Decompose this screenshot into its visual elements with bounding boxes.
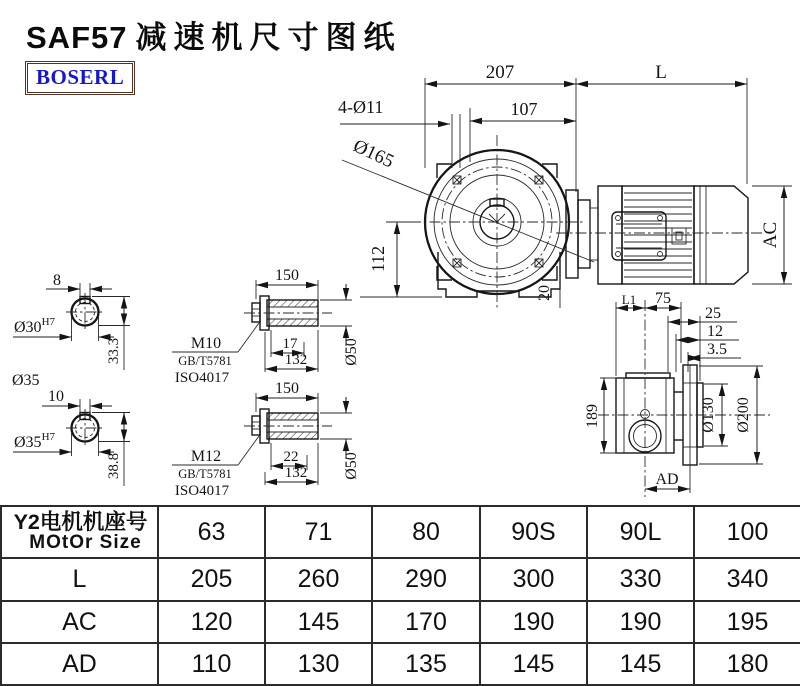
bore-2-label: $Ø35^{H7}$ bbox=[14, 431, 56, 451]
cell: 170 bbox=[372, 601, 480, 643]
shaft-section-1 bbox=[13, 272, 130, 370]
key-width-2-label: 10 bbox=[48, 388, 64, 405]
dim-25-label: 25 bbox=[705, 305, 721, 322]
shaft1-std2-label: ISO4017 bbox=[174, 370, 230, 386]
cell: 340 bbox=[694, 558, 800, 601]
dimension-table bbox=[0, 505, 800, 686]
dim-107-label: 107 bbox=[510, 99, 538, 119]
bore-1-label: $Ø30^{H7}$ bbox=[14, 316, 56, 336]
dim-200-label: Ø200 bbox=[735, 397, 752, 433]
col-71: 71 bbox=[265, 506, 372, 558]
col-90L: 90L bbox=[587, 506, 694, 558]
shaft2-inner-len-label: 132 bbox=[284, 465, 308, 481]
shaft-section-2 bbox=[13, 388, 130, 486]
cell: 110 bbox=[158, 643, 265, 685]
key-depth-1-label: 33.3 bbox=[106, 337, 122, 365]
shaft1-std1-label: GB/T5781 bbox=[178, 354, 232, 368]
shaft-side-view-2 bbox=[172, 380, 360, 499]
table-row bbox=[1, 643, 800, 685]
header-en: MOtOr Size bbox=[29, 532, 142, 554]
cell: 145 bbox=[587, 643, 694, 685]
cell: 300 bbox=[480, 558, 587, 601]
header-motor-size bbox=[1, 506, 158, 558]
front-view bbox=[410, 135, 598, 309]
shaft1-length-label: 150 bbox=[275, 267, 299, 284]
shaft2-std1-label: GB/T5781 bbox=[178, 467, 232, 481]
model-code: SAF57 bbox=[26, 20, 128, 55]
cell: 120 bbox=[158, 601, 265, 643]
cell: 190 bbox=[480, 601, 587, 643]
shaft1-inner-len-label: 132 bbox=[284, 352, 308, 368]
brand-logo-text: BOSERL bbox=[36, 65, 125, 89]
table-row bbox=[1, 558, 800, 601]
cell: 190 bbox=[587, 601, 694, 643]
shaft2-std2-label: ISO4017 bbox=[174, 483, 230, 499]
cell: 180 bbox=[694, 643, 800, 685]
cell: 145 bbox=[480, 643, 587, 685]
cell: 195 bbox=[694, 601, 800, 643]
row-label-AC: AC bbox=[1, 601, 158, 643]
shaft1-od-label: Ø50 bbox=[343, 338, 360, 366]
dim-130-label: Ø130 bbox=[700, 397, 717, 433]
shaft2-od-label: Ø50 bbox=[343, 452, 360, 480]
dim-L-label: L bbox=[655, 62, 667, 83]
dim-AD-label: AD bbox=[655, 471, 679, 488]
table-header-row bbox=[1, 506, 800, 558]
dim-L1-label: L1 bbox=[621, 292, 637, 307]
table-row bbox=[1, 601, 800, 643]
col-100: 100 bbox=[694, 506, 800, 558]
shaft2-length-label: 150 bbox=[275, 380, 299, 397]
dim-112-label: 112 bbox=[368, 245, 388, 273]
key-depth-2-label: 38.8 bbox=[106, 452, 122, 480]
cell: 290 bbox=[372, 558, 480, 601]
shaft2-thread-len-label: 22 bbox=[283, 449, 299, 465]
bolt-circle-label: Ø165 bbox=[349, 135, 398, 173]
key-width-1-label: 8 bbox=[53, 272, 61, 289]
shaft1-thread-label: M10 bbox=[190, 335, 222, 352]
row-label-L: L bbox=[1, 558, 158, 601]
dim-3p5-label: 3.5 bbox=[707, 341, 727, 358]
cell: 135 bbox=[372, 643, 480, 685]
dim-207-label: 207 bbox=[485, 62, 515, 83]
front-view-dimensions bbox=[338, 62, 792, 301]
cell: 260 bbox=[265, 558, 372, 601]
cell: 145 bbox=[265, 601, 372, 643]
cell: 205 bbox=[158, 558, 265, 601]
shaft-od-label: Ø35 bbox=[12, 372, 40, 389]
cell: 330 bbox=[587, 558, 694, 601]
header-cn: Y2电机机座号 bbox=[13, 509, 148, 534]
shaft1-thread-len-label: 17 bbox=[282, 336, 298, 352]
dim-12-label: 12 bbox=[707, 323, 723, 340]
col-63: 63 bbox=[158, 506, 265, 558]
dim-75-label: 75 bbox=[655, 290, 671, 307]
shaft2-thread-label: M12 bbox=[190, 448, 222, 465]
row-label-AD: AD bbox=[1, 643, 158, 685]
partial-dia-label: 20 bbox=[536, 285, 553, 301]
shaft-side-view-1 bbox=[172, 267, 360, 386]
col-90S: 90S bbox=[480, 506, 587, 558]
cell: 130 bbox=[265, 643, 372, 685]
dim-189-label: 189 bbox=[584, 404, 601, 428]
title-chinese: 减速机尺寸图纸 bbox=[135, 20, 402, 55]
dim-AC-label: AC bbox=[760, 221, 781, 249]
bolt-holes-label: 4-Ø11 bbox=[338, 97, 384, 117]
col-80: 80 bbox=[372, 506, 480, 558]
